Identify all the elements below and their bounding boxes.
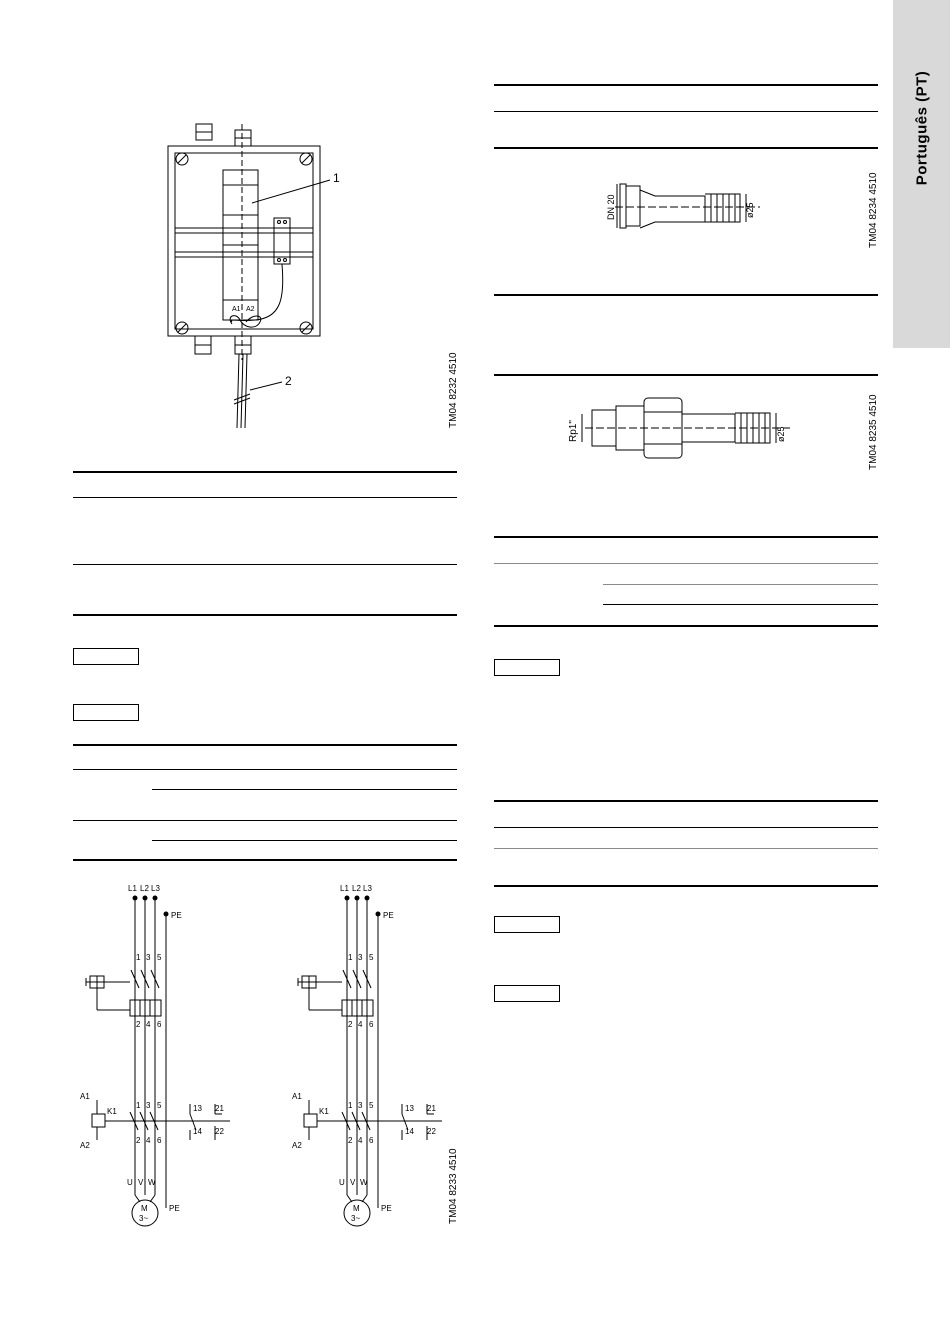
- note-box: [494, 659, 560, 676]
- line-number: 5: [157, 953, 162, 962]
- line-number: 5: [157, 1101, 162, 1110]
- table-2-top-rule: [73, 744, 457, 746]
- line-number: 6: [157, 1020, 162, 1029]
- coil-a1-label: A1: [80, 1092, 90, 1101]
- table-2-row-rule: [73, 820, 457, 821]
- table-1-row-rule: [73, 564, 457, 565]
- table-1-top-rule: [73, 471, 457, 473]
- figure-code-panel: TM04 8232 4510: [448, 352, 459, 428]
- coil-a2-label: A2: [80, 1141, 90, 1150]
- table-5-sub-rule: [603, 604, 878, 605]
- motor-terminal-v: V: [138, 1178, 144, 1187]
- line-number: 1: [136, 953, 141, 962]
- dim-d25-label: ø25: [776, 426, 786, 442]
- phase-l2-label: L2: [140, 884, 149, 893]
- callout-2: 2: [285, 374, 292, 388]
- note-box: [494, 985, 560, 1002]
- line-number: 3: [146, 1101, 151, 1110]
- callout-1: 1: [333, 171, 340, 185]
- line-number: 2: [136, 1020, 141, 1029]
- figure-code-hose-rp: TM04 8235 4510: [868, 394, 879, 470]
- terminal-a2-label: A2: [246, 306, 255, 313]
- figure-code-hose-dn20: TM04 8234 4510: [868, 172, 879, 248]
- phase-l1-label: L1: [128, 884, 137, 893]
- control-box-drawing: [160, 118, 340, 438]
- note-box: [73, 704, 139, 721]
- language-tab[interactable]: [893, 0, 950, 348]
- line-number: 2: [136, 1136, 141, 1145]
- hose-connection-rp-drawing: [560, 392, 790, 472]
- aux-contact-13: 13: [193, 1104, 202, 1113]
- pe-label: PE: [169, 1204, 180, 1213]
- table-6-bottom-rule: [494, 885, 878, 887]
- language-tab-label: Português (PT): [913, 70, 930, 186]
- line-number: 6: [157, 1136, 162, 1145]
- table-3-rule: [494, 147, 878, 149]
- line-number: 1: [136, 1101, 141, 1110]
- line-number: 4: [146, 1020, 151, 1029]
- table-2-header-rule: [73, 769, 457, 770]
- table-2-sub-rule: [152, 789, 457, 790]
- table-2-sub-rule: [152, 840, 457, 841]
- figure-code-wiring: TM04 8233 4510: [448, 1148, 459, 1224]
- aux-contact-21: 21: [215, 1104, 224, 1113]
- table-1-header-rule: [73, 497, 457, 498]
- motor-phase-label: 3~: [139, 1214, 149, 1223]
- pe-label: PE: [171, 911, 182, 920]
- motor-terminal-u: U: [127, 1178, 133, 1187]
- wiring-diagram-right: [292, 884, 442, 1226]
- table-5-bottom-rule: [494, 625, 878, 627]
- contactor-label: K1: [107, 1107, 117, 1116]
- dim-dn20-label: DN 20: [606, 194, 616, 220]
- dim-d25-label: ø25: [745, 202, 755, 218]
- table-5-top-rule: [494, 536, 878, 538]
- phase-l3-label: L3: [151, 884, 160, 893]
- table-4-rule: [494, 374, 878, 376]
- line-number: 4: [146, 1136, 151, 1145]
- table-3-top-rule: [494, 84, 878, 86]
- motor-label: M: [141, 1204, 148, 1213]
- table-6-header-rule: [494, 827, 878, 828]
- table-1-bottom-rule: [73, 614, 457, 616]
- dim-rp-label: Rp1": [568, 420, 579, 442]
- motor-terminal-w: W: [148, 1178, 156, 1187]
- table-5-sub-rule: [603, 584, 878, 585]
- aux-contact-14: 14: [193, 1127, 202, 1136]
- wiring-diagram-left: [80, 884, 230, 1226]
- terminal-a1-label: A1: [232, 306, 241, 313]
- line-number: 3: [146, 953, 151, 962]
- table-2-bottom-rule: [73, 859, 457, 861]
- table-3-header-rule: [494, 111, 878, 112]
- table-4-top-rule: [494, 294, 878, 296]
- table-6-row-rule: [494, 848, 878, 849]
- table-5-header-rule: [494, 563, 878, 564]
- hose-connection-dn20-drawing: [600, 178, 770, 238]
- wiring-diagram: [75, 878, 455, 1230]
- aux-contact-22: 22: [215, 1127, 224, 1136]
- note-box: [494, 916, 560, 933]
- table-6-top-rule: [494, 800, 878, 802]
- note-box: [73, 648, 139, 665]
